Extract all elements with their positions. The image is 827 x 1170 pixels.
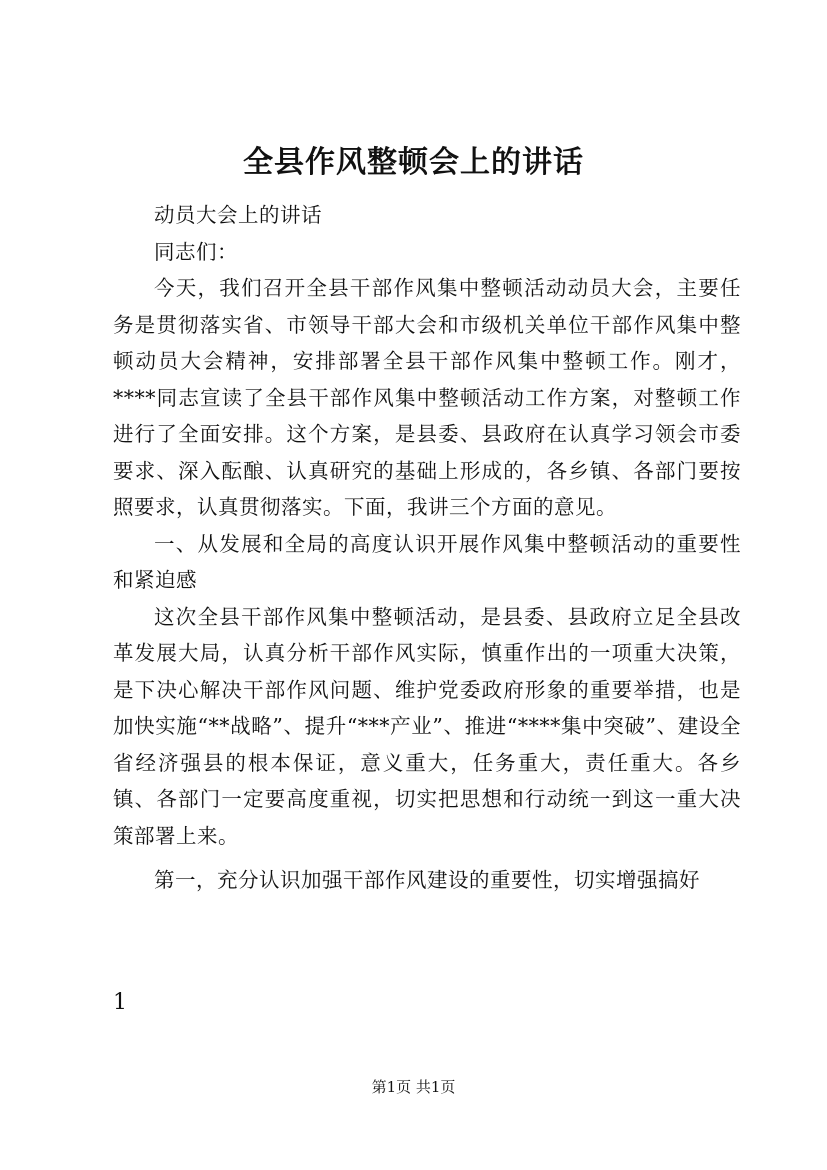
- document-body: [113, 197, 741, 899]
- subtitle-paragraph: 动员大会上的讲话: [154, 203, 322, 227]
- body-paragraph-point-1: 第一，充分认识加强干部作风建设的重要性，切实增强搞好: [154, 868, 700, 892]
- body-paragraph-section-1: 这次全县干部作风集中整顿活动，是县委、县政府立足全县改革发展大局，认真分析干部作风实际，慎重作出的一项重大决策，是下决心解决干部作风问题、维护党委政府形象的重要举措，也是加快实施“**战略”、提升“***产业”、推进“****集中突破”、建设全省经济强县的根本保证，意义重大，任务重大，责任重大。各乡镇、各部门一定要高度重视，切实把思想和行动统一到这一重大决策部署上来。: [113, 604, 741, 848]
- body-paragraph-intro: 今天，我们召开全县干部作风集中整顿活动动员大会，主要任务是贯彻落实省、市领导干部大会和市级机关单位干部作风集中整顿动员大会精神，安排部署全县干部作风集中整顿工作。刚才，****同志宣读了全县干部作风集中整顿活动工作方案，对整顿工作进行了全面安排。这个方案，是县委、县政府在认真学习领会市委要求、深入酝酿、认真研究的基础上形成的，各乡镇、各部门要按照要求，认真贯彻落实。下面，我讲三个方面的意见。: [113, 276, 741, 519]
- salutation-paragraph: 同志们：: [154, 239, 238, 264]
- section-heading-1: 一、从发展和全局的高度认识开展作风集中整顿活动的重要性和紧迫感: [113, 531, 741, 592]
- page-footer: 第1页 共1页: [371, 1078, 456, 1096]
- page-number-marker: 1: [113, 990, 127, 1015]
- document-title: 全县作风整顿会上的讲话: [243, 145, 584, 180]
